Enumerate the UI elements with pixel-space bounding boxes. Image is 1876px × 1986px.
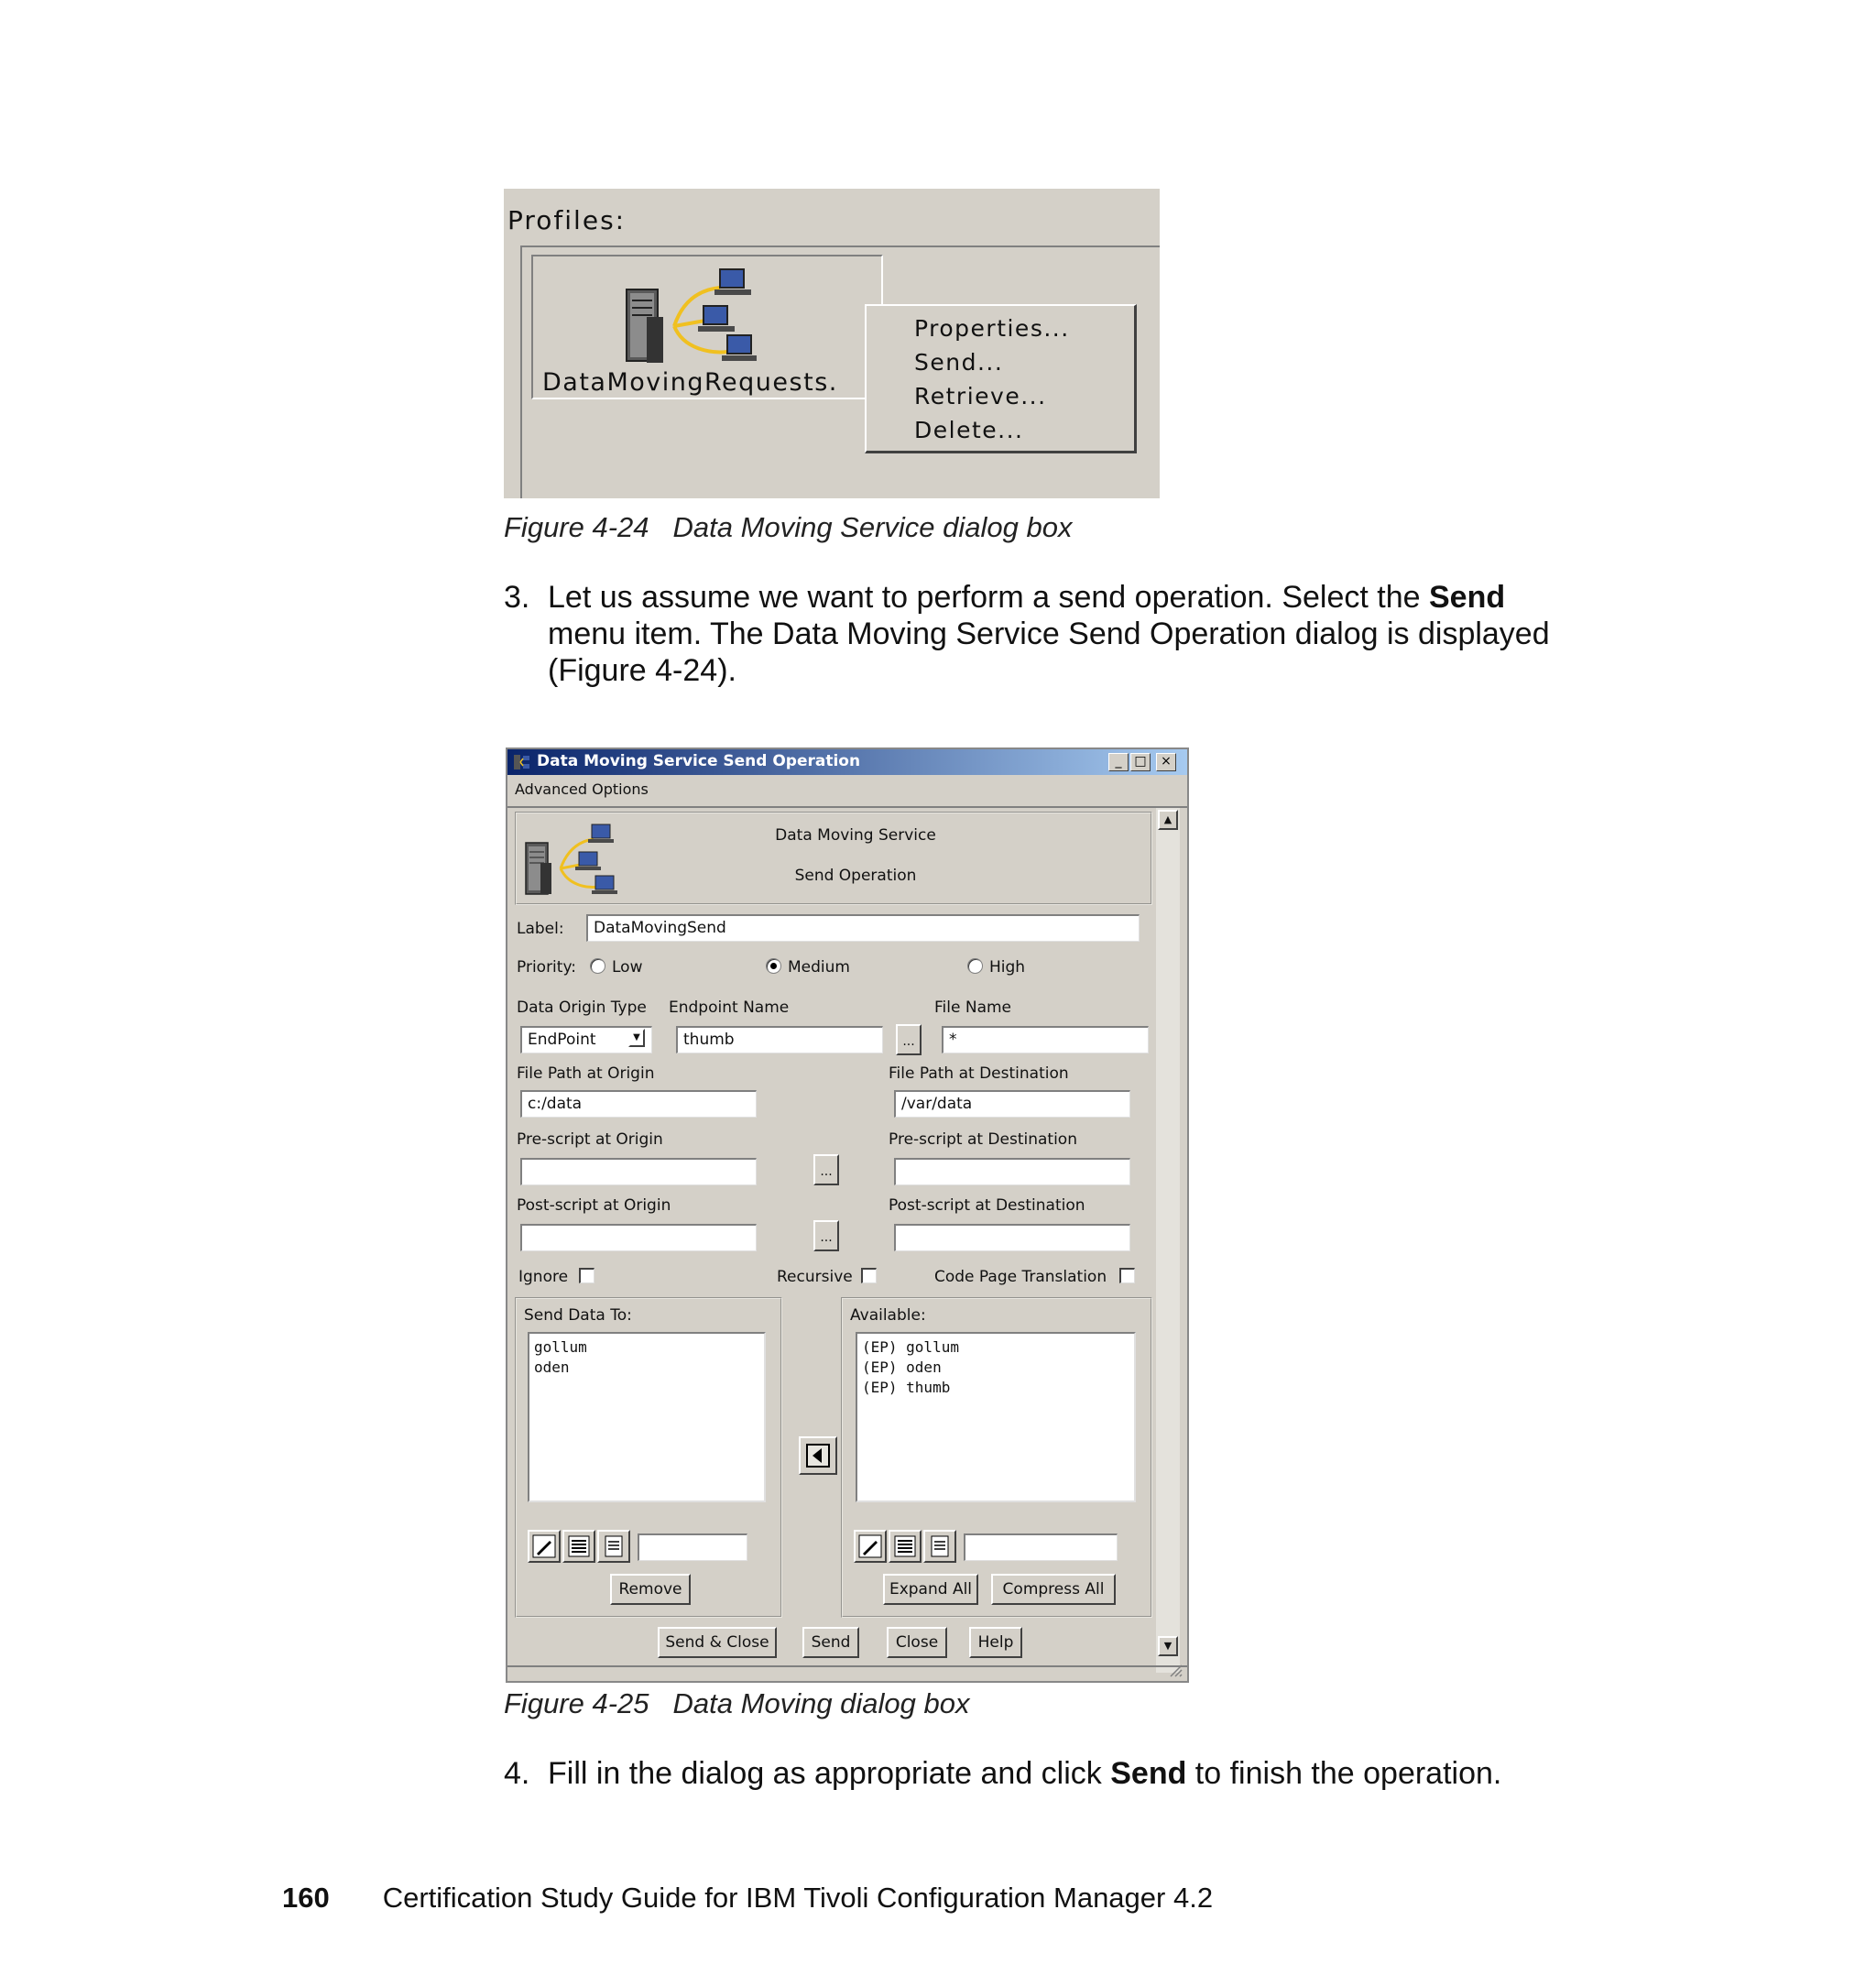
list-item[interactable]: oden (534, 1359, 570, 1376)
endpoint-name-caption: Endpoint Name (669, 998, 790, 1017)
available-list[interactable] (856, 1332, 1136, 1502)
caption-number: Figure 4-25 (504, 1687, 649, 1719)
dialog-title: Data Moving Service Send Operation (537, 752, 861, 770)
computer-icon (698, 306, 735, 332)
ignore-checkbox[interactable] (579, 1268, 594, 1283)
send-to-list[interactable] (528, 1332, 766, 1502)
available-caption: Available: (850, 1306, 926, 1325)
edit-button[interactable] (854, 1530, 887, 1563)
priority-high-label: High (989, 958, 1026, 977)
edit-button[interactable] (528, 1530, 561, 1563)
codepage-checkbox[interactable] (1119, 1268, 1135, 1283)
prescript-origin-input[interactable] (520, 1158, 757, 1185)
send-and-close-button[interactable]: Send & Close (658, 1627, 777, 1658)
postscript-destination-caption: Post-script at Destination (889, 1196, 1085, 1215)
text-run: Let us assume we want to perform a send operation. Select the (548, 580, 1429, 615)
prescript-destination-caption: Pre-script at Destination (889, 1130, 1077, 1149)
list-item[interactable]: gollum (534, 1338, 587, 1356)
label-input[interactable]: DataMovingSend (586, 914, 1140, 942)
status-divider (507, 1665, 1187, 1667)
send-button[interactable]: Send (802, 1627, 859, 1658)
step-4 (504, 1755, 1585, 1792)
figure-4-24-screenshot (504, 189, 1160, 498)
text-run: menu item. The Data Moving Service Send Operation dialog is displayed (Figure 4-24). (548, 617, 1550, 688)
path-origin-input[interactable]: c:/data (520, 1090, 757, 1118)
priority-low-label: Low (612, 958, 643, 977)
header-line-2: Send Operation (794, 867, 917, 885)
postscript-origin-input[interactable] (520, 1224, 757, 1251)
data-moving-service-icon (522, 821, 617, 898)
file-name-input[interactable]: * (942, 1026, 1149, 1053)
edit-icon (858, 1534, 882, 1558)
send-to-caption: Send Data To: (524, 1306, 632, 1325)
list-icon (567, 1534, 591, 1558)
browse-prescript-button[interactable]: ... (813, 1154, 839, 1185)
edit-icon (532, 1534, 556, 1558)
resize-grip-icon[interactable] (1167, 1662, 1183, 1678)
profiles-label: Profiles: (507, 205, 627, 235)
path-destination-caption: File Path at Destination (889, 1064, 1069, 1083)
codepage-caption: Code Page Translation (934, 1268, 1107, 1286)
document-icon (602, 1534, 626, 1558)
book-title: Certification Study Guide for IBM Tivoli Configuration Manager 4.2 (382, 1882, 1214, 1914)
path-destination-input[interactable]: /var/data (894, 1090, 1130, 1118)
priority-medium-label: Medium (788, 958, 850, 977)
text-run: Fill in the dialog as appropriate and click (548, 1756, 1111, 1791)
postscript-origin-caption: Post-script at Origin (517, 1196, 671, 1215)
file-name-caption: File Name (934, 998, 1012, 1017)
close-button[interactable]: Close (887, 1627, 947, 1658)
endpoint-name-input[interactable]: thumb (676, 1026, 883, 1053)
server-icon (627, 289, 663, 363)
menu-item-retrieve[interactable]: Retrieve... (914, 383, 1047, 409)
scroll-up-button[interactable]: ▲ (1158, 810, 1178, 830)
computer-icon (714, 269, 751, 295)
close-window-button[interactable]: × (1156, 753, 1176, 771)
menu-item-send[interactable]: Send... (914, 349, 1004, 376)
context-menu (865, 304, 1137, 453)
browse-endpoint-button[interactable]: ... (896, 1024, 922, 1055)
move-to-send-list-button[interactable] (799, 1436, 837, 1475)
expand-all-button[interactable]: Expand All (883, 1574, 978, 1605)
menu-item-properties[interactable]: Properties... (914, 315, 1070, 342)
page-footer (282, 1882, 1213, 1915)
browse-postscript-button[interactable]: ... (813, 1220, 839, 1251)
recursive-caption: Recursive (777, 1268, 853, 1286)
app-icon (513, 753, 531, 771)
prescript-origin-caption: Pre-script at Origin (517, 1130, 663, 1149)
scroll-down-button[interactable]: ▼ (1158, 1636, 1178, 1656)
computer-icon (722, 335, 757, 361)
list-item[interactable]: (EP) thumb (862, 1379, 951, 1396)
step-4-text (504, 1755, 1585, 1792)
list-item[interactable]: (EP) gollum (862, 1338, 959, 1356)
figure-4-24-caption (504, 511, 1072, 544)
caption-number: Figure 4-24 (504, 511, 649, 543)
help-button[interactable]: Help (969, 1627, 1022, 1658)
menu-advanced-options[interactable]: Advanced Options (515, 780, 649, 798)
menu-item-delete[interactable]: Delete... (914, 417, 1024, 443)
postscript-destination-input[interactable] (894, 1224, 1130, 1251)
priority-medium-radio[interactable] (766, 958, 781, 974)
figure-4-25-caption (504, 1687, 970, 1720)
step-3-text (504, 579, 1585, 689)
document-icon (928, 1534, 952, 1558)
collapse-list-button[interactable] (923, 1530, 956, 1563)
remove-button[interactable]: Remove (610, 1574, 691, 1605)
bold-send: Send (1428, 580, 1506, 615)
data-origin-type-caption: Data Origin Type (517, 998, 647, 1017)
bold-send: Send (1110, 1756, 1187, 1791)
priority-low-radio[interactable] (590, 958, 605, 974)
menu-divider (507, 806, 1187, 808)
ignore-caption: Ignore (518, 1268, 569, 1286)
send-operation-dialog (506, 747, 1189, 1683)
step-number: 3. (504, 580, 530, 615)
arrow-left-icon (803, 1441, 833, 1470)
data-moving-profile-icon[interactable] (619, 262, 757, 368)
minimize-button[interactable]: _ (1108, 753, 1129, 771)
recursive-checkbox[interactable] (861, 1268, 877, 1283)
header-line-1: Data Moving Service (775, 826, 936, 845)
step-number: 4. (504, 1756, 530, 1791)
prescript-destination-input[interactable] (894, 1158, 1130, 1185)
chevron-down-icon[interactable]: ▼ (628, 1029, 645, 1047)
profile-item-label: DataMovingRequests. (542, 368, 838, 397)
expand-list-button[interactable] (562, 1530, 595, 1563)
step-3 (504, 579, 1585, 689)
list-item[interactable]: (EP) oden (862, 1359, 942, 1376)
compress-all-button[interactable]: Compress All (991, 1574, 1116, 1605)
available-filter-input[interactable] (964, 1533, 1118, 1561)
text-run: to finish the operation. (1186, 1756, 1502, 1791)
caption-text: Data Moving Service dialog box (672, 511, 1073, 543)
caption-text: Data Moving dialog box (672, 1687, 970, 1719)
priority-caption: Priority: (517, 958, 576, 977)
label-caption: Label: (517, 920, 564, 938)
expand-list-button[interactable] (889, 1530, 922, 1563)
page-number: 160 (282, 1882, 330, 1914)
maximize-button[interactable]: □ (1130, 753, 1151, 771)
priority-high-radio[interactable] (967, 958, 983, 974)
send-to-filter-input[interactable] (638, 1533, 747, 1561)
collapse-list-button[interactable] (597, 1530, 630, 1563)
path-origin-caption: File Path at Origin (517, 1064, 655, 1083)
vertical-scrollbar[interactable] (1156, 808, 1180, 1673)
list-icon (893, 1534, 917, 1558)
data-origin-type-select[interactable]: EndPoint (520, 1026, 652, 1053)
